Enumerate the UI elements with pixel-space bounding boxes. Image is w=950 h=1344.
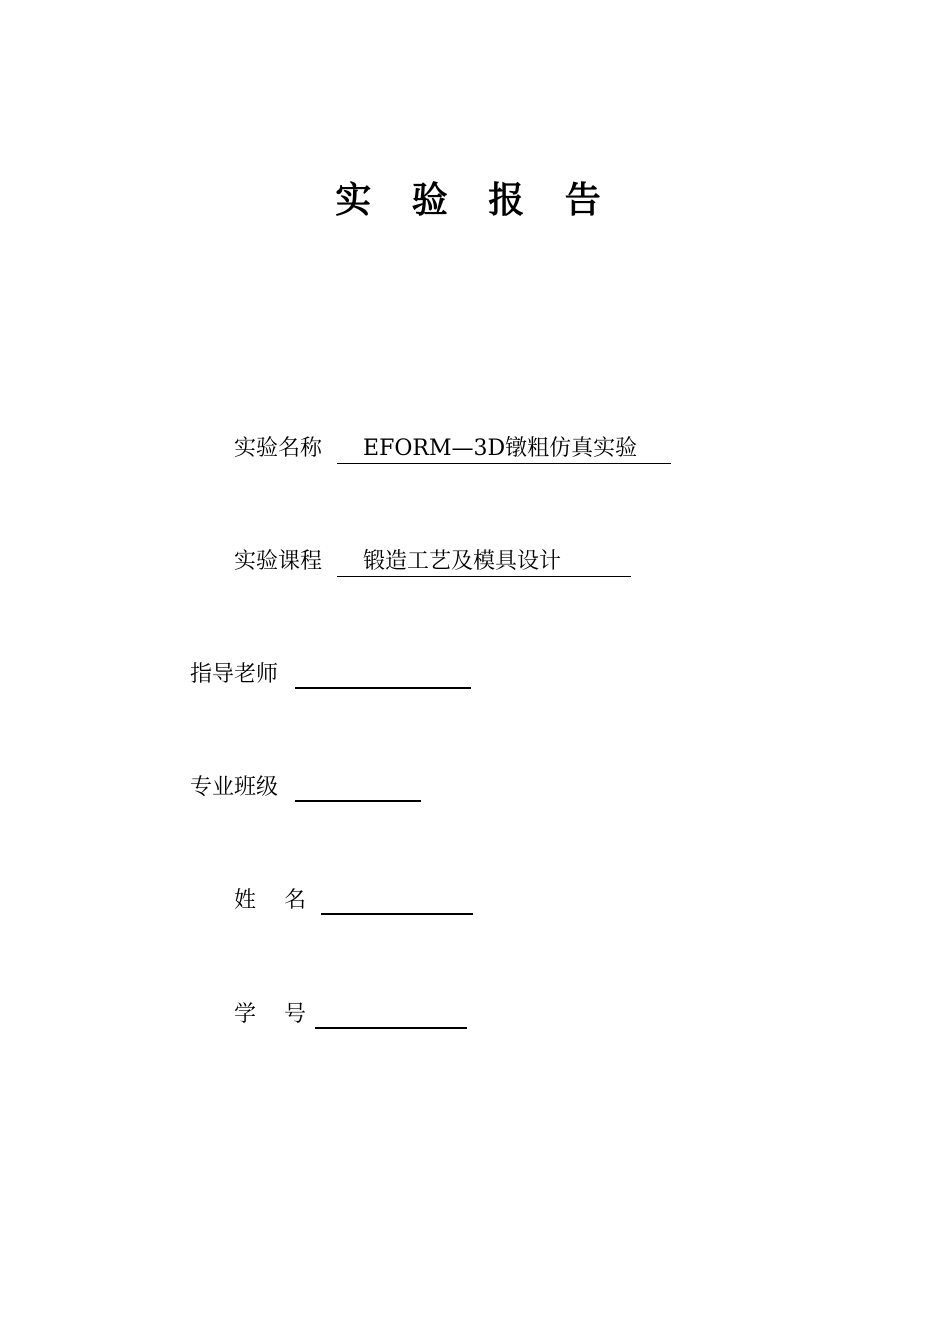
student-name-blank-line <box>321 886 473 915</box>
experiment-name-value: EFORM—3D镦粗仿真实验 <box>337 436 671 464</box>
experiment-course-field <box>234 547 631 577</box>
page-title: 实 验 报 告 <box>335 179 615 221</box>
major-class-label: 专业班级 <box>190 775 279 800</box>
major-class-blank-line <box>295 773 421 802</box>
student-name-field <box>234 886 473 916</box>
experiment-course-value: 锻造工艺及模具设计 <box>337 549 631 577</box>
teacher-label: 指导老师 <box>190 662 279 687</box>
student-name-label: 姓 名 <box>234 888 306 913</box>
teacher-field <box>190 660 471 690</box>
student-id-label: 学 号 <box>234 1002 306 1027</box>
experiment-name-field <box>234 434 671 464</box>
experiment-course-label: 实验课程 <box>234 549 323 574</box>
student-id-field <box>234 1000 467 1030</box>
experiment-name-label: 实验名称 <box>234 436 323 461</box>
major-class-field <box>190 773 421 803</box>
student-id-blank-line <box>315 1000 467 1029</box>
teacher-blank-line <box>295 660 471 689</box>
